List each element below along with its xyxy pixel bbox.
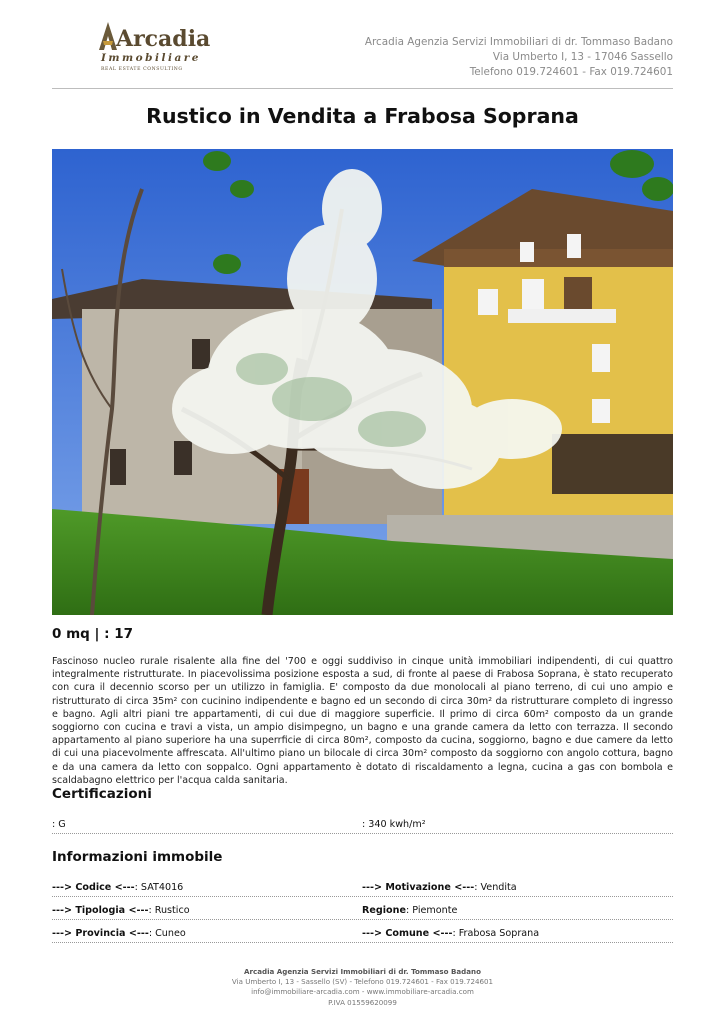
info-row xyxy=(52,902,673,920)
footer-web: info@immobiliare-arcadia.com - www.immobiliare-arcadia.com xyxy=(251,987,474,997)
agency-name: Arcadia Agenzia Servizi Immobiliari di dr. Tommaso Badano xyxy=(364,36,673,48)
arcadia-logo xyxy=(97,18,257,74)
logo-name: Arcadia xyxy=(116,26,211,52)
page-title: Rustico in Vendita a Frabosa Soprana xyxy=(146,104,579,128)
info-row xyxy=(52,925,673,943)
energy-consumption: : 340 kwh/m² xyxy=(362,819,426,830)
motivazione-value: : Vendita xyxy=(474,882,517,893)
footer-vat: P.IVA 01559620099 xyxy=(328,997,397,1007)
provincia-field xyxy=(52,928,186,939)
comune-field xyxy=(362,928,539,939)
property-size: 0 mq | : 17 xyxy=(52,626,134,642)
logo-subtitle: Immobiliare xyxy=(101,52,201,64)
page-header xyxy=(52,18,673,90)
certificazioni-heading: Certificazioni xyxy=(52,786,152,802)
informazioni-heading: Informazioni immobile xyxy=(52,849,223,865)
codice-value: : SAT4016 xyxy=(134,882,184,893)
motivazione-label: ---> Motivazione <--- xyxy=(362,882,475,893)
comune-label: ---> Comune <--- xyxy=(362,928,453,939)
tipologia-label: ---> Tipologia <--- xyxy=(52,905,149,916)
footer-address: Via Umberto I, 13 - Sassello (SV) - Telefono 019.724601 - Fax 019.724601 xyxy=(231,977,494,987)
tipologia-field xyxy=(52,905,190,916)
energy-class: : G xyxy=(52,819,66,830)
page-footer xyxy=(0,967,725,1008)
codice-field xyxy=(52,882,183,893)
tipologia-value: : Rustico xyxy=(148,905,190,916)
regione-value: : Piemonte xyxy=(405,905,458,916)
property-description: Fascinoso nucleo rurale risalente alla fine del '700 e oggi suddiviso in cinque unità immobiliari indipendenti, di cui quattro integralmente ristrutturate. In piacevolissima posizione esposta a sud, di fronte al paese di Frabosa Soprana, è stato recuperato con cura il decennio scorso per un utilizzo in famiglia. E' composto da due monolocali al piano terreno, di cui uno ampio e ristrutturato di circa 35m² con cucinino indipendente e bagno ed un secondo di circa 30m² da ristrutturare completo di ingresso e bagno. Agli altri piani tre appartamenti, di cui due di maggiore superficie. Il primo di circa 60m² composto da un grande soggiorno con cucina e travi a vista, un ampio disimpegno, un bagno e una grande camera da letto con terrazza. Il secondo appartamento al piano superiore ha una superrficie di circa 80m², composto da cucina, soggiorno, bagno e due camere da letto di cui una piacevolmente affrescata. All'ultimo piano un bilocale di circa 30m² composto da soggiorno con angolo cottura, bagno e da una camera da letto con soppalco. Ogni appartamento è dotato di riscaldamento a legna, cucina a gas con bombola e scaldabagno elettrico per l'acqua calda sanitaria. xyxy=(52,656,673,786)
regione-label: Regione xyxy=(362,905,406,916)
certificazioni-row xyxy=(52,816,673,834)
logo-tagline: REAL ESTATE CONSULTING xyxy=(101,67,183,72)
info-row xyxy=(52,879,673,897)
header-divider xyxy=(52,88,673,89)
provincia-label: ---> Provincia <--- xyxy=(52,928,149,939)
agency-contact xyxy=(365,35,673,80)
agency-phone: Telefono 019.724601 - Fax 019.724601 xyxy=(469,66,673,78)
provincia-value: : Cuneo xyxy=(148,928,186,939)
property-photo xyxy=(52,149,673,615)
codice-label: ---> Codice <--- xyxy=(52,882,135,893)
comune-value: : Frabosa Soprana xyxy=(452,928,540,939)
footer-agency: Arcadia Agenzia Servizi Immobiliari di dr. Tommaso Badano xyxy=(244,967,481,976)
agency-address: Via Umberto I, 13 - 17046 Sassello xyxy=(492,51,673,63)
motivazione-field xyxy=(362,882,517,893)
regione-field xyxy=(362,905,457,916)
